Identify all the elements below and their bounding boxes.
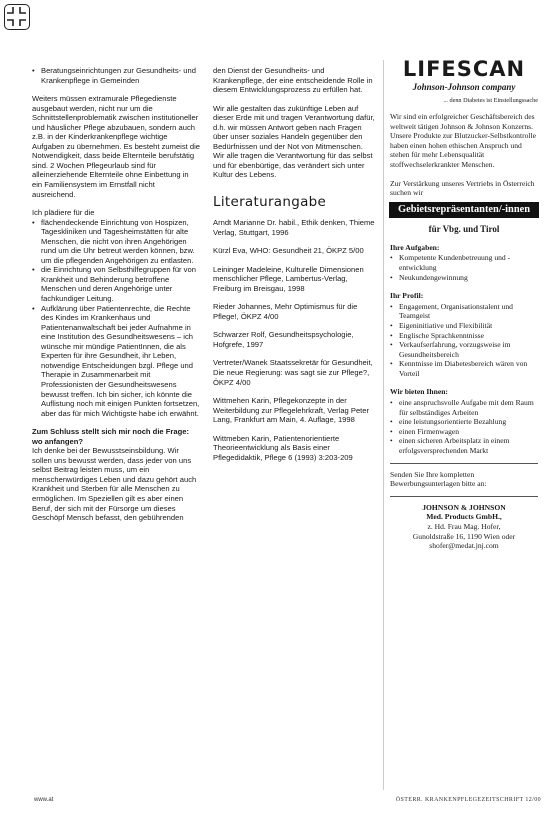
- list-item: • eine leistungsorientierte Bezahlung: [390, 417, 538, 427]
- job-advertisement: [390, 58, 538, 551]
- list-item: • Neukundengewinnung: [390, 273, 538, 283]
- literature-entry: Vertreter/Wanek Staatssekretär für Gesundheit, Die neue Regierung: was sagt sie zur Pflege?, ÖKPZ 4/00: [213, 358, 373, 387]
- literature-entry: Schwarzer Rolf, Gesundheitspsychologie, Hofgrefe, 1997: [213, 330, 354, 349]
- list-item: • einen sicheren Arbeitsplatz in einem erfolgsversprechenden Markt: [390, 436, 538, 455]
- ad-divider: [390, 496, 538, 497]
- article-column-1: [32, 66, 200, 523]
- company-name: JOHNSON & JOHNSON: [422, 502, 506, 512]
- list-item: • eine anspruchsvolle Aufgabe mit dem Raum für selbständiges Arbeiten: [390, 398, 538, 417]
- list-item: • Kompetente Kundenbetreuung und -entwicklung: [390, 253, 538, 272]
- offer-heading: Wir bieten Ihnen:: [390, 387, 448, 397]
- literature-heading: Literaturangabe: [213, 194, 327, 211]
- literature-entry: Leininger Madeleine, Kulturelle Dimensionen menschlicher Pflege, Lambertus-Verlag, Freiburg im Breisgau, 1998: [213, 264, 364, 293]
- list-item: • flächendeckende Einrichtung von Hospizen, Tageskliniken und Tagesheimstätten für alte Menschen, die nicht von ihren Angehörigen rund um die Uhr betreut werden können, bzw. um die pflegenden Angehörigen zu entlasten.: [32, 218, 200, 266]
- literature-entry: Wittmehen Karin, Pflegekonzepte in der Weiterbildung zur Pflegelehrkraft, Verlag Peter Lang, Frankfurt am Main, 4. Auflage, 1998: [213, 396, 370, 425]
- lifescan-logo: LIFESCAN: [402, 57, 526, 81]
- section-heading: Zum Schluss stellt sich mir noch die Frage: wo anfangen?: [32, 427, 189, 446]
- list-item: • die Einrichtung von Selbsthilfegruppen für von Krankheit und Behinderung betroffene Menschen und deren Angehörige unter fachkundiger Leitung.: [32, 265, 200, 303]
- paragraph: Weiters müssen extramurale Pflegedienste ausgebaut werden, nicht nur um die Schnittstellenproblematik zwischen institutioneller und häuslicher Pflege abzubauen, sondern auch z.B. in der Kinderkrankenpflege wichtige Aufgaben zu übernehmen. Es besteht zumeist die Notwendigkeit, dass beide Elternteile berufstätig sind. 2 Wochen Pflegeurlaub sind für alleinerziehende Elternteile ohne Einbettung in ein Familiensystem im Ernstfall nicht ausreichend.: [32, 94, 201, 199]
- profile-heading: Ihr Profil:: [390, 291, 424, 301]
- apply-text: Senden Sie Ihre kompletten Bewerbungsunterlagen bitte an:: [390, 469, 487, 489]
- ad-tagline: ... denn Diabetes ist Einstellungssache: [443, 97, 538, 104]
- contact-email[interactable]: shofer@medat.jnj.com: [429, 541, 499, 551]
- plead-bullet-list: [32, 218, 200, 418]
- footer-right: ÖSTERR. KRANKENPFLEGEZEITSCHRIFT 12/00: [395, 797, 541, 803]
- contact-person: z. Hd. Frau Mag. Hofer,: [427, 522, 501, 531]
- paragraph: den Dienst der Gesundheits- und Krankenpflege, der eine entscheidende Rolle in diesem Entwicklungsprozess zu erfüllen hat.: [213, 66, 373, 95]
- johnson-johnson-logo: Johnson-Johnson company: [412, 82, 516, 92]
- literature-entry: Kürzl Eva, WHO: Gesundheit 21, ÖKPZ 5/00: [213, 246, 364, 256]
- literature-list: [213, 218, 375, 462]
- position-title-band: Gebietsrepräsentanten/-innen: [389, 202, 539, 218]
- list-item: • Kenntnisse im Diabetesbereich wären von Vorteil: [390, 359, 538, 378]
- literature-entry: Wittmeben Karin, Patientenorientierte Theorieentwicklung als Basis einer Pflegedidaktik, Pflege 6 (1993) 3:203-209: [213, 433, 353, 462]
- list-item: • Beratungseinrichtungen zur Gesundheits- und Krankenpflege in Gemeinden: [32, 66, 200, 85]
- list-item: • Engagement, Organisationstalent und Teamgeist: [390, 302, 538, 321]
- paragraph: Ich plädiere für die: [32, 208, 95, 218]
- profile-list: [390, 302, 538, 379]
- ad-search-text: Zur Verstärkung unseres Vertriebs in Österreich suchen wir: [390, 178, 535, 198]
- paragraph: Ich denke bei der Bewusstseinsbildung. Wir sollen uns bewusst werden, dass jeder von uns selbst Beitrag leisten muss, um ein menschenwürdiges Leben und dazu gehört auch Krankheit und Sterben für alle Menschen zu ermöglichen. Im Speziellen gilt es aber einen Beruf, der sich mit der Fürsorge um dieses Geschöpf Mensch befasst, den gebührenden: [32, 446, 197, 523]
- column-divider: [383, 60, 384, 790]
- footer-left: www.at: [34, 797, 54, 803]
- ad-divider: [390, 463, 538, 464]
- company-name-2: Med. Products GmbH.,: [426, 512, 502, 522]
- list-item: • einen Firmenwagen: [390, 427, 538, 437]
- ad-intro: Wir sind ein erfolgreicher Geschäftsbereich des weltweit tätigen Johnson & Johnson Konzerns. Unsere Produkte zur Blutzucker-Selbstkontrolle haben einen hohen ethischen Anspruch und stehen für mehr Lebensqualität stoffwechselerkrankter Menschen.: [390, 112, 536, 169]
- article-column-2: [213, 66, 375, 471]
- company-contact: [390, 503, 538, 551]
- list-item: • Aufklärung über Patientenrechte, die Rechte des Kindes im Krankenhaus und Patientenanwaltschaft bei jeder Aufnahme in eine Institution des Gesundheitswesens – ich wünsche mir mündige PatientInnen, die als Experten für ihre Gesundheit, ihr Leben, notwendige Entscheidungen bzgl. Pflege und Therapie in Zusammenarbeit mit Professionisten der Gesundheitswesens bewusst treffen. Ich bin sicher, ich könnte die Auflistung noch mit einigen Punkten fortsetzen, aber das für mich Wichtigste habe ich erwähnt.: [32, 304, 200, 419]
- literature-entry: Arndt Marianne Dr. habil., Ethik denken, Thieme Verlag, Stuttgart, 1996: [213, 218, 375, 237]
- list-item: • Englische Sprachkenntnisse: [390, 331, 538, 341]
- position-region: für Vbg. und Tirol: [428, 223, 500, 234]
- paragraph: Wir alle gestalten das zukünftige Leben auf dieser Erde mit und tragen Verantwortung dafür, d.h. wir müssen Antwort geben nach Fragen über unser soziales Handeln gegenüber den Bedürfnissen und der Not von Mitmenschen. Wir alle tragen die Verantwortung für das selbst und für ebenbürtige, das verändert sich unter Kultur des Lebens.: [213, 103, 375, 180]
- list-item: • Verkaufserfahrung, vorzugsweise im Gesundheitsbereich: [390, 340, 538, 359]
- logo-icon: [4, 4, 30, 30]
- tasks-heading: Ihre Aufgaben:: [390, 242, 440, 252]
- offer-list: [390, 398, 538, 456]
- contact-address: Gunoldstraße 16, 1190 Wien oder: [412, 531, 516, 541]
- list-item: • Eigeninitiative und Flexibilität: [390, 321, 538, 331]
- intro-bullet-list: [32, 66, 200, 85]
- tasks-list: [390, 253, 538, 282]
- literature-entry: Rieder Johannes, Mehr Optimismus für die Pflege!, ÖKPZ 4/00: [213, 302, 358, 321]
